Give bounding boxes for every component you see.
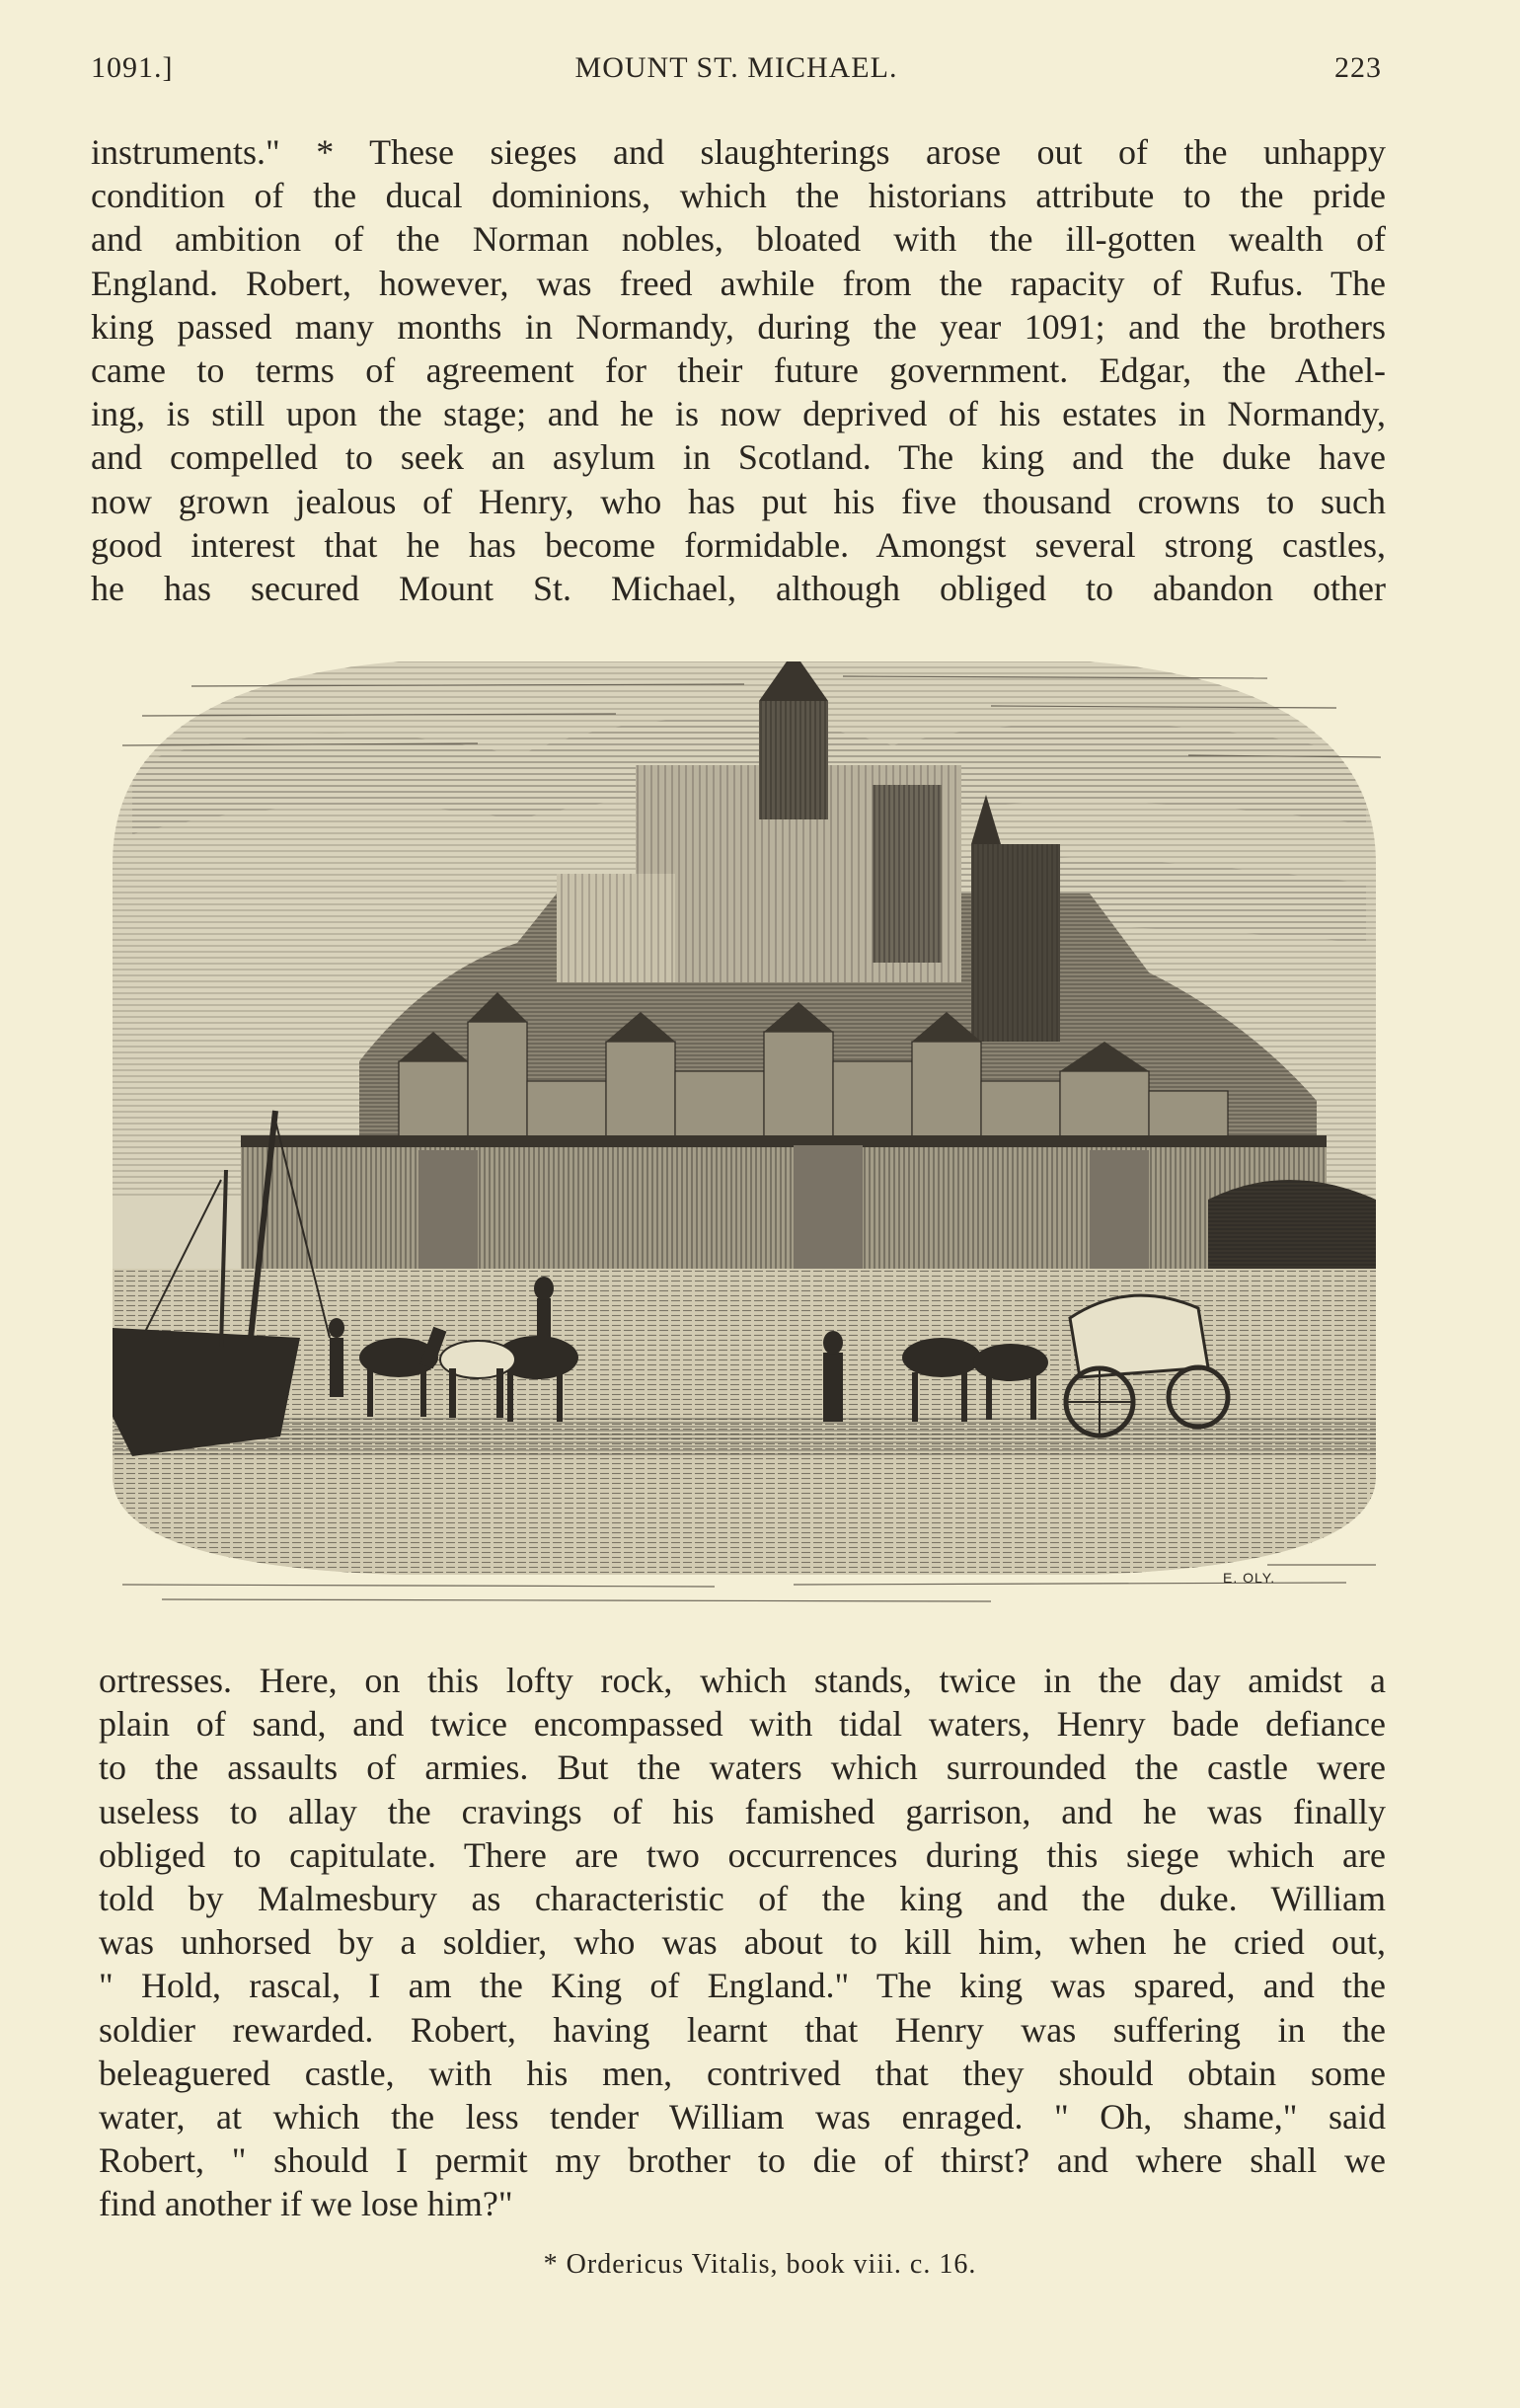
text-line: good interest that he has become formidable. Amongst several strong castles, (91, 524, 1386, 565)
text-line: Robert, " should I permit my brother to die of thirst? and where shall we (99, 2140, 1386, 2181)
running-head-title: MOUNT ST. MICHAEL. (574, 51, 898, 84)
text-line: useless to allay the cravings of his famished garrison, and he was finally (99, 1791, 1386, 1831)
text-line: instruments." * These sieges and slaughterings arose out of the unhappy (91, 132, 1386, 172)
engraving-mount-st-michael (103, 647, 1386, 1624)
text-line: beleaguered castle, with his men, contrived that they should obtain some (99, 2053, 1386, 2093)
text-line: he has secured Mount St. Michael, although obliged to abandon other (91, 568, 1386, 608)
running-head (91, 51, 1382, 95)
paragraph-top (91, 130, 1386, 610)
text-line: and ambition of the Norman nobles, bloated with the ill-gotten wealth of (91, 219, 1386, 260)
text-line: " Hold, rascal, I am the King of England." The king was spared, and the (99, 1966, 1386, 2006)
text-line: ortresses. Here, on this lofty rock, which stands, twice in the day amidst a (99, 1661, 1386, 1700)
text-line: ing, is still upon the stage; and he is now deprived of his estates in Normandy, (91, 394, 1386, 434)
text-line: king passed many months in Normandy, during the year 1091; and the brothers (91, 306, 1386, 347)
text-line: told by Malmesbury as characteristic of the king and the duke. William (99, 1878, 1386, 1918)
text-line: and compelled to seek an asylum in Scotland. The king and the duke have (91, 437, 1386, 478)
running-head-year: 1091.] (91, 51, 174, 84)
text-line: to the assaults of armies. But the waters which surrounded the castle were (99, 1748, 1386, 1788)
engraving-scene (103, 647, 1386, 1624)
engraver-signature: E. OLY. (1223, 1570, 1276, 1586)
page-number: 223 (1334, 51, 1382, 84)
footnote: * Ordericus Vitalis, book viii. c. 16. (543, 2249, 977, 2280)
text-line: was unhorsed by a soldier, who was about to kill him, when he cried out, (99, 1922, 1386, 1963)
text-line: came to terms of agreement for their future government. Edgar, the Athel- (91, 350, 1386, 390)
text-line: now grown jealous of Henry, who has put his five thousand crowns to such (91, 481, 1386, 521)
text-line: condition of the ducal dominions, which the historians attribute to the pride (91, 176, 1386, 216)
text-line: find another if we lose him?" (99, 2184, 513, 2224)
text-line: obliged to capitulate. There are two occurrences during this siege which are (99, 1834, 1386, 1875)
text-line: soldier rewarded. Robert, having learnt that Henry was suffering in the (99, 2009, 1386, 2050)
text-line: England. Robert, however, was freed awhile from the rapacity of Rufus. The (91, 263, 1386, 303)
paragraph-bottom (99, 1659, 1386, 2225)
text-line: plain of sand, and twice encompassed with tidal waters, Henry bade defiance (99, 1704, 1386, 1745)
text-line: water, at which the less tender William was enraged. " Oh, shame," said (99, 2096, 1386, 2136)
